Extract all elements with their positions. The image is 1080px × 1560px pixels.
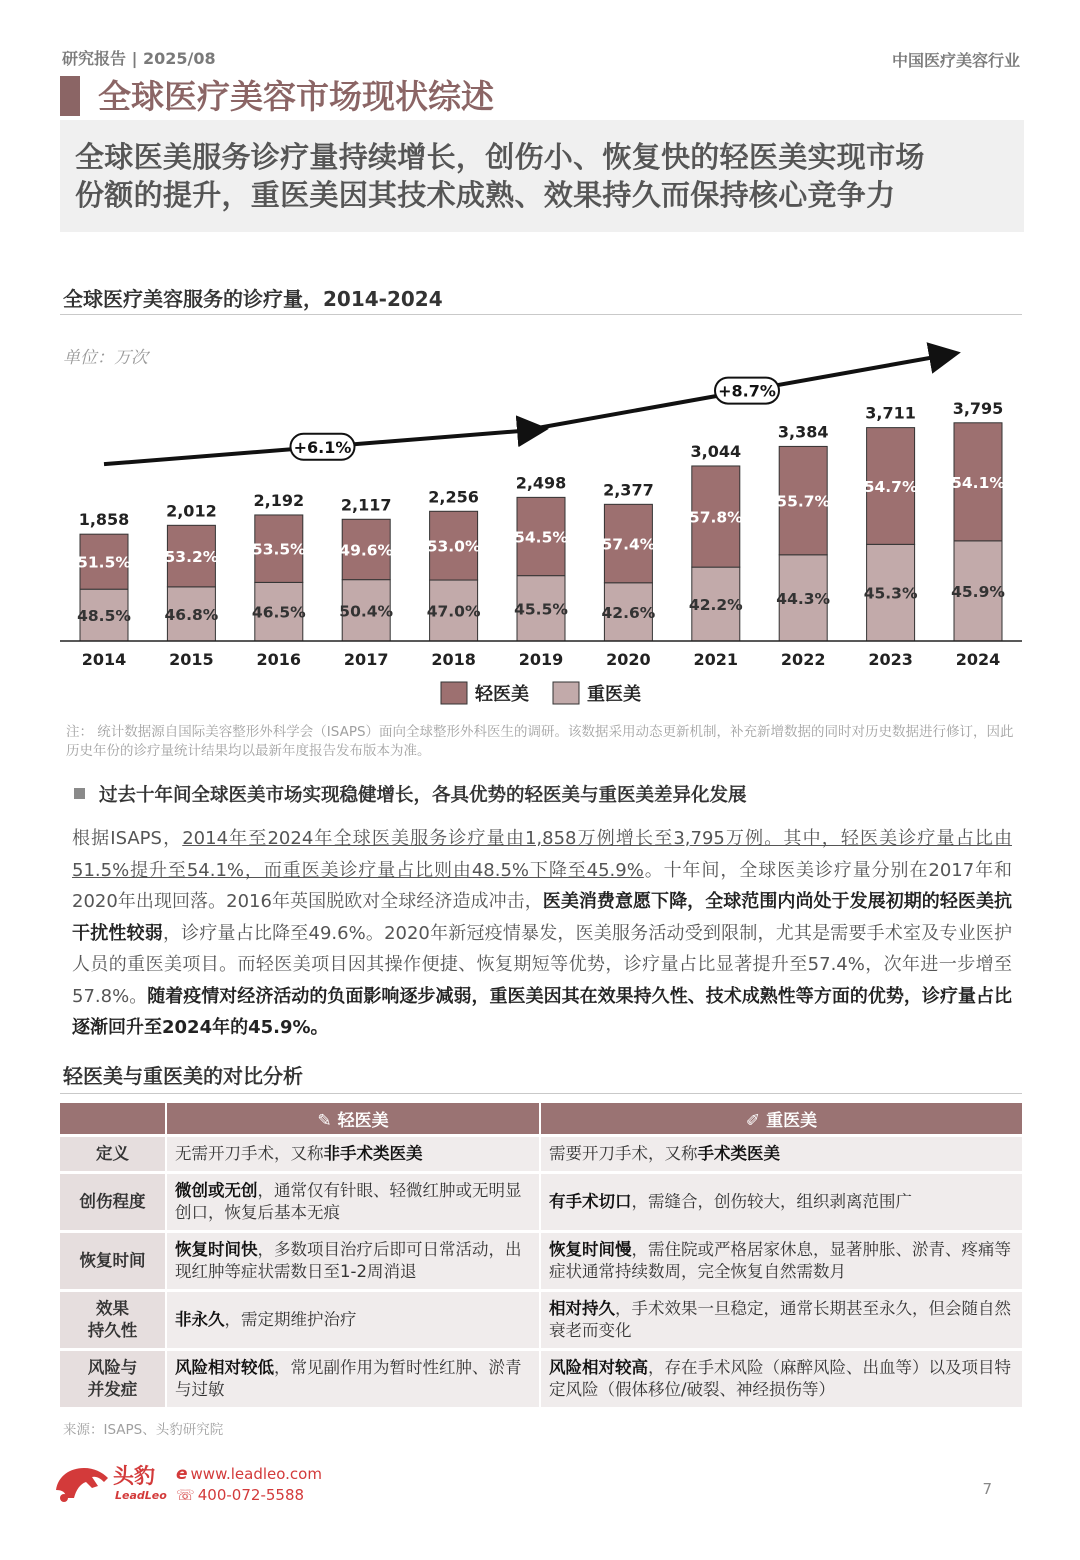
light-cell: 恢复时间快，多数项目治疗后即可日常活动，出现红肿等症状需数日至1-2周消退 (166, 1231, 540, 1290)
heavy-share-label: 50.4% (339, 602, 394, 621)
phone-number (176, 1486, 304, 1504)
chart-title: 全球医疗美容服务的诊疗量，2014-2024 (63, 287, 443, 311)
table-row (60, 1135, 1022, 1172)
cagr-label: +6.1% (293, 437, 352, 457)
row-header: 风险与 并发症 (60, 1349, 166, 1407)
legend-label: 重医美 (587, 684, 641, 705)
light-share-label: 54.5% (514, 528, 568, 547)
heavy-share-label: 48.5% (77, 607, 131, 626)
heavy-cell: 有手术切口，需缝合，创伤较大，组织剥离范围广 (540, 1172, 1022, 1231)
header-light-label: 轻医美 (337, 1110, 389, 1131)
syringe-icon: ✎ (317, 1110, 332, 1131)
light-share-label: 53.5% (251, 540, 306, 559)
body-text-1: 根据ISAPS， (72, 828, 183, 849)
web-icon: e (176, 1464, 188, 1484)
scalpel-icon: ✐ (745, 1110, 761, 1131)
x-tick-label: 2014 (81, 650, 127, 669)
phone-icon: ☏ (176, 1486, 195, 1504)
row-header: 效果 持久性 (60, 1290, 166, 1349)
heavy-share-label: 46.5% (251, 603, 306, 622)
header-light-aesthetics (166, 1103, 540, 1135)
website-text: www.leadleo.com (190, 1465, 322, 1483)
heavy-share-label: 47.0% (426, 602, 481, 621)
light-cell: 风险相对较低，常见副作用为暂时性红肿、淤青与过敏 (166, 1349, 540, 1407)
chart-note: 注： 统计数据源自国际美容整形外科学会（ISAPS）面向全球整形外科医生的调研。该数据采用动态更新机制，补充新增数据的同时对历史数据进行修订，因此历史年份的诊疗量统计结果均以最新年度报告发布版本为准。 (66, 724, 1014, 759)
light-share-label: 51.5% (77, 553, 131, 572)
summary-line-2: 份额的提升，重医美因其技术成熟、效果持久而保持核心竞争力 (75, 178, 896, 212)
total-label: 3,711 (865, 403, 916, 423)
x-tick-label: 2020 (606, 650, 651, 669)
summary-box (60, 120, 1024, 232)
industry-label: 中国医疗美容行业 (891, 51, 1020, 70)
heavy-share-label: 45.9% (951, 582, 1005, 601)
page-number: 7 (982, 1480, 992, 1498)
total-label: 2,498 (515, 473, 567, 493)
logo-text-en: LeadLeo (115, 1489, 167, 1502)
total-label: 3,795 (952, 398, 1004, 418)
table-row (60, 1172, 1022, 1231)
light-cell: 微创或无创，通常仅有针眼、轻微红肿或无明显创口，恢复后基本无痕 (166, 1172, 540, 1231)
section-bullet (74, 788, 85, 799)
table-header-row (60, 1103, 1022, 1135)
heavy-share-label: 45.3% (863, 584, 918, 603)
body-text-underlined: 2014年至2024年全球医美服务诊疗量由1,858万例增长至3,795万例。其中，轻医美诊疗量占比由51.5%提升至54.1%，而重医美诊疗量占比则由48.5%下降至45.9% (72, 828, 1012, 881)
heavy-share-label: 42.2% (688, 596, 743, 615)
x-tick-label: 2017 (343, 650, 389, 669)
light-share-label: 57.8% (688, 508, 743, 527)
light-share-label: 54.1% (951, 473, 1005, 492)
heavy-cell: 相对持久，手术效果一旦稳定，通常长期甚至永久，但会随自然衰老而变化 (540, 1290, 1022, 1349)
table-row (60, 1349, 1022, 1407)
total-label: 3,044 (690, 441, 742, 461)
x-tick-label: 2019 (518, 650, 564, 669)
summary-line-1: 全球医美服务诊疗量持续增长，创伤小、恢复快的轻医美实现市场 (75, 140, 925, 174)
table-title-rule (60, 1093, 1022, 1094)
light-share-label: 49.6% (339, 541, 394, 560)
total-label: 2,377 (603, 480, 654, 500)
report-label: 研究报告 | 2025/08 (62, 49, 216, 68)
row-header: 恢复时间 (60, 1231, 166, 1290)
body-text-5: ，诊疗量占比降至49.6%。2020年新冠疫情暴发，医美服务活动受到限制，尤其是需要手术室及专业医护人员的重医美项目。而轻医美项目因其操作便捷、恢复期短等优势，诊疗量占比显著提升至57.4%，次年进一步增至57.8%。 (72, 922, 1012, 1007)
comparison-table (60, 1103, 1022, 1407)
row-header: 创伤程度 (60, 1172, 166, 1231)
row-header: 定义 (60, 1135, 166, 1172)
light-share-label: 54.7% (863, 477, 918, 496)
legend-swatch-1 (553, 682, 579, 704)
legend-swatch-0 (441, 682, 467, 704)
page-title: 全球医疗美容市场现状综述 (98, 77, 494, 116)
volume-chart (0, 330, 1080, 730)
heavy-cell: 需要开刀手术，又称手术类医美 (540, 1135, 1022, 1172)
light-share-label: 57.4% (601, 535, 656, 554)
total-label: 2,192 (253, 490, 305, 510)
x-tick-label: 2021 (693, 650, 739, 669)
unit-label: 单位：万次 (63, 348, 148, 368)
body-text-bold-1: 医美消费意愿下降，全球范围内尚处于发展初期的轻医美抗干扰性较弱 (72, 891, 1013, 944)
heavy-share-label: 46.8% (164, 605, 219, 624)
chart-title-rule (60, 314, 1022, 315)
light-share-label: 53.2% (164, 548, 219, 567)
website-link[interactable] (176, 1464, 322, 1484)
heavy-share-label: 42.6% (601, 603, 656, 622)
total-label: 1,858 (78, 510, 130, 530)
table-row (60, 1231, 1022, 1290)
body-text-3: 。十年间，全球医美诊疗量分别在2017年和2020年出现回落。2016年英国脱欧对全球经济造成冲击， (72, 859, 1012, 912)
total-label: 3,384 (777, 422, 829, 442)
x-tick-label: 2024 (955, 650, 1001, 669)
legend-label: 轻医美 (475, 684, 529, 705)
logo-text-cn: 头豹 (113, 1464, 155, 1488)
total-label: 2,117 (340, 495, 392, 515)
header-empty-cell (60, 1103, 166, 1135)
x-tick-label: 2015 (169, 650, 214, 669)
header-heavy-aesthetics (540, 1103, 1022, 1135)
heavy-cell: 恢复时间慢，需住院或严格居家休息，显著肿胀、淤青、疼痛等症状通常持续数周，完全恢复自然需数月 (540, 1231, 1022, 1290)
x-tick-label: 2023 (868, 650, 913, 669)
phone-text: 400-072-5588 (197, 1486, 305, 1504)
x-tick-label: 2018 (431, 650, 476, 669)
heavy-cell: 风险相对较高，存在手术风险（麻醉风险、出血等）以及项目特定风险（假体移位/破裂、神经损伤等） (540, 1349, 1022, 1407)
source-note: 来源：ISAPS、头豹研究院 (63, 1422, 224, 1438)
total-label: 2,012 (166, 501, 217, 521)
light-cell: 无需开刀手术，又称非手术类医美 (166, 1135, 540, 1172)
light-cell: 非永久，需定期维护治疗 (166, 1290, 540, 1349)
x-tick-label: 2022 (780, 650, 826, 669)
table-title: 轻医美与重医美的对比分析 (63, 1064, 303, 1088)
total-label: 2,256 (428, 487, 479, 507)
leadleo-logo-icon (52, 1460, 112, 1504)
heavy-share-label: 44.3% (776, 589, 831, 608)
table-row (60, 1290, 1022, 1349)
section-heading: 过去十年间全球医美市场实现稳健增长，各具优势的轻医美与重医美差异化发展 (99, 785, 747, 806)
x-tick-label: 2016 (256, 650, 302, 669)
header-heavy-label: 重医美 (766, 1110, 818, 1131)
light-share-label: 53.0% (426, 537, 481, 556)
body-paragraph (72, 823, 1012, 1044)
title-accent-bar (60, 76, 80, 116)
body-text-bold-2: 随着疫情对经济活动的负面影响逐步减弱，重医美因其在效果持久性、技术成熟性等方面的优势，诊疗量占比逐渐回升至2024年的45.9%。 (72, 985, 1012, 1038)
cagr-label: +8.7% (718, 381, 776, 401)
light-share-label: 55.7% (776, 492, 831, 511)
heavy-share-label: 45.5% (514, 600, 568, 619)
